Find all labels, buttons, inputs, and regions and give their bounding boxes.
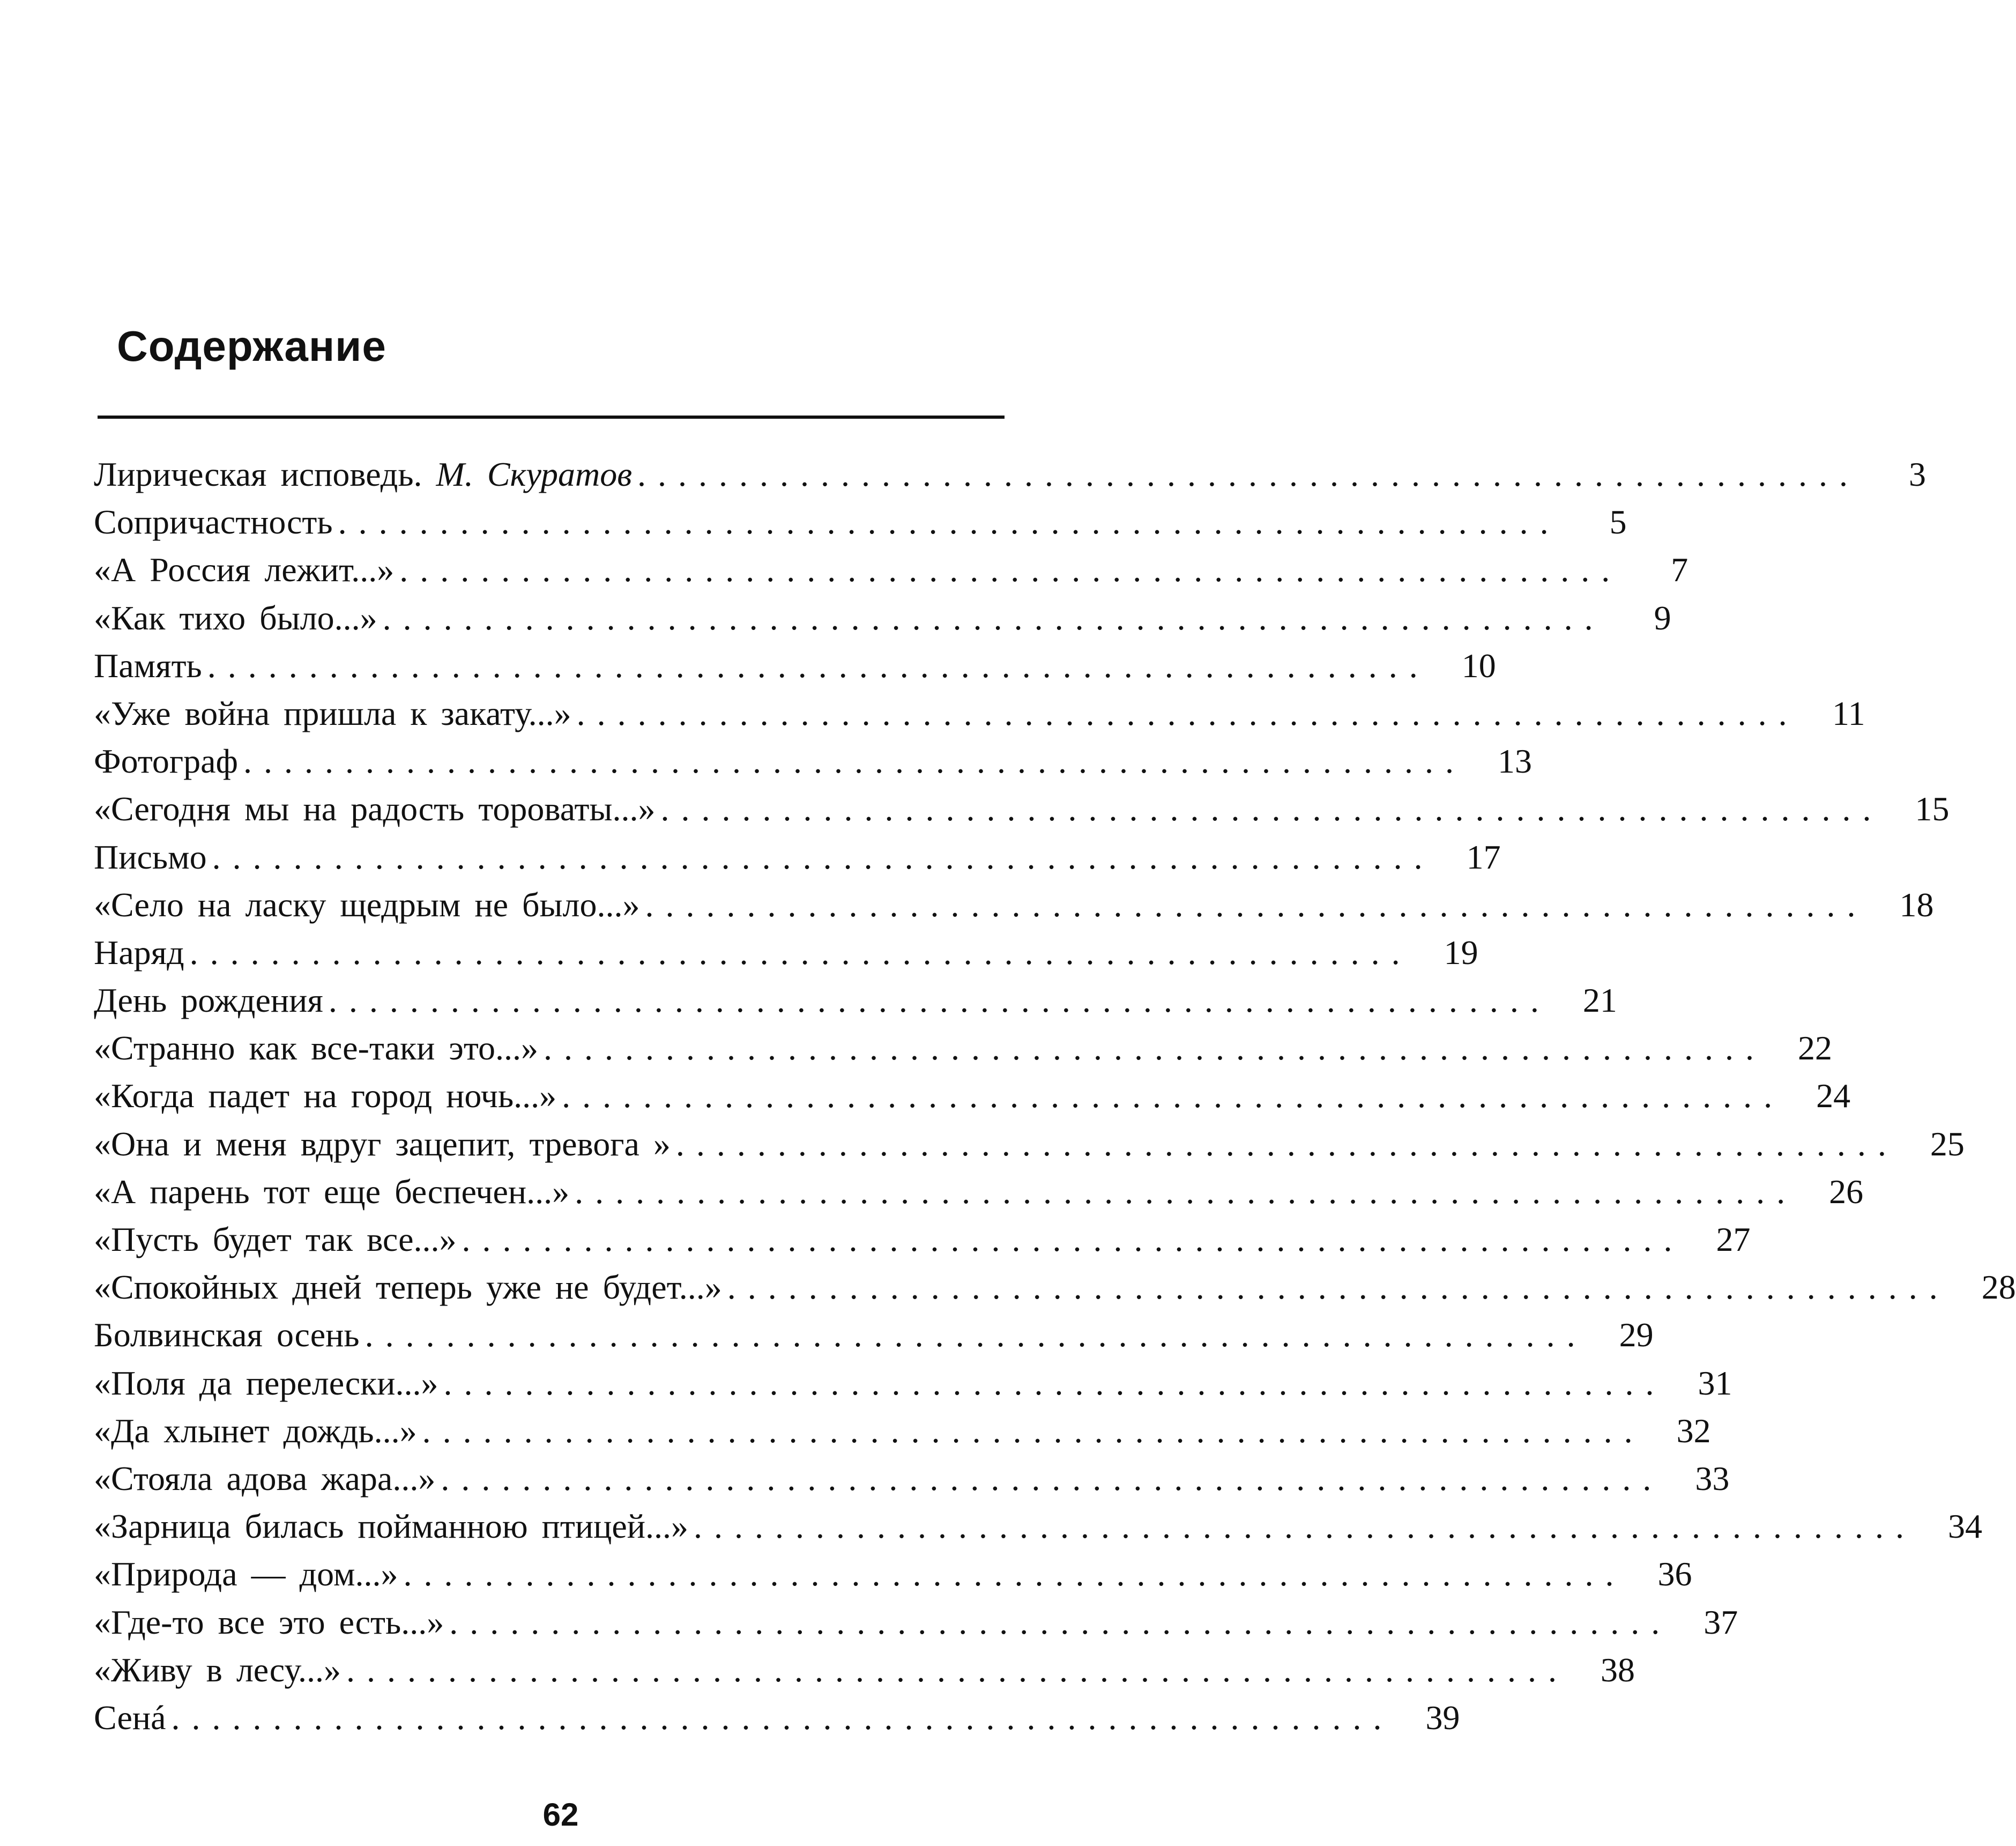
toc-entry-title: «А Россия лежит...» [94, 551, 395, 589]
dot-leader: ............................................................ [346, 1650, 1568, 1689]
dot-leader: ............................................................ [449, 1603, 1672, 1641]
toc-entry-page: 37 [1703, 1603, 1738, 1641]
toc-entry [94, 690, 1865, 737]
dot-leader: ............................................................ [727, 1268, 1950, 1307]
toc-entry [94, 594, 1671, 642]
toc-entry [94, 1502, 1983, 1550]
toc-entry-page: 19 [1444, 933, 1478, 972]
toc-entry [94, 1646, 1635, 1694]
toc-entry-title: «Сегодня мы на радость тороваты...» [94, 790, 656, 828]
toc-entry [94, 1407, 1711, 1455]
toc-entry-title: Письмо [94, 837, 207, 876]
table-of-contents [94, 450, 2016, 1741]
page-number: 62 [542, 1797, 579, 1833]
toc-entry-title: День рождения [94, 981, 323, 1020]
dot-leader: ............................................................ [422, 1411, 1645, 1450]
dot-leader: ............................................................ [675, 1124, 1898, 1163]
toc-entry-title: «А парень тот еще беспечен...» [94, 1172, 570, 1211]
dot-leader: ............................................................ [189, 933, 1412, 972]
toc-entry-page: 28 [1981, 1268, 2016, 1307]
toc-entry-page: 38 [1600, 1650, 1635, 1689]
toc-entry-page: 9 [1654, 598, 1671, 637]
toc-entry-page: 26 [1829, 1172, 1864, 1211]
dot-leader: ............................................................ [207, 646, 1430, 685]
toc-entry-page: 3 [1909, 455, 1926, 493]
toc-entry-page: 32 [1676, 1411, 1711, 1450]
toc-entry [94, 1024, 1832, 1072]
dot-leader: ............................................................ [171, 1698, 1394, 1737]
dot-leader: ............................................................ [637, 455, 1860, 493]
toc-entry-page: 27 [1716, 1220, 1751, 1258]
heading-rule [98, 416, 1005, 419]
toc-entry-title: «Живу в лесу...» [94, 1650, 341, 1689]
dot-leader: ............................................................ [576, 694, 1799, 732]
dot-leader: ............................................................ [443, 1363, 1666, 1402]
toc-entry [94, 881, 1934, 929]
toc-entry-page: 25 [1930, 1124, 1965, 1163]
toc-entry-page: 31 [1698, 1363, 1732, 1402]
toc-entry [94, 1359, 1732, 1407]
toc-entry [94, 785, 1950, 833]
page-title: Содержание [117, 322, 386, 370]
toc-entry [94, 1455, 1730, 1502]
toc-entry-page: 7 [1671, 551, 1688, 589]
toc-entry-page: 17 [1466, 837, 1501, 876]
dot-leader: ............................................................ [645, 885, 1868, 924]
toc-entry [94, 1550, 1692, 1598]
toc-entry [94, 1694, 1460, 1741]
toc-entry-page: 33 [1695, 1459, 1730, 1497]
toc-entry-page: 21 [1582, 981, 1617, 1020]
toc-entry-title: «Она и меня вдруг зацепит, тревога » [94, 1124, 671, 1163]
toc-entry-page: 22 [1797, 1029, 1832, 1067]
toc-entry-title: «Где-то все это есть...» [94, 1603, 444, 1641]
dot-leader: ............................................................ [660, 790, 1883, 828]
dot-leader: ............................................................ [364, 1316, 1587, 1354]
toc-entry-title: Память [94, 646, 202, 685]
toc-entry-title: «Природа — дом...» [94, 1555, 398, 1593]
toc-entry [94, 1263, 2016, 1311]
toc-entry-title: Болвинская осень [94, 1316, 360, 1354]
dot-leader: ............................................................ [338, 503, 1560, 542]
toc-entry-page: 39 [1425, 1698, 1460, 1737]
toc-entry-page: 5 [1609, 503, 1627, 542]
toc-entry-page: 10 [1461, 646, 1496, 685]
toc-entry [94, 976, 1617, 1024]
toc-entry-title: Лирическая исповедь. М. Скуратов [94, 455, 633, 493]
dot-leader: ............................................................ [694, 1507, 1916, 1546]
toc-entry-page: 15 [1915, 790, 1950, 828]
dot-leader: ............................................................ [399, 551, 1622, 589]
toc-entry [94, 1072, 1851, 1120]
toc-entry-page: 24 [1816, 1077, 1851, 1115]
toc-entry [94, 737, 1532, 785]
toc-entry [94, 929, 1478, 976]
toc-entry-title: «Как тихо было...» [94, 598, 377, 637]
toc-entry [94, 1120, 1965, 1168]
dot-leader: ............................................................ [243, 742, 1465, 781]
toc-entry-title: «Уже война пришла к закату...» [94, 694, 571, 732]
dot-leader: ............................................................ [575, 1172, 1797, 1211]
toc-entry-page: 18 [1899, 885, 1934, 924]
toc-entry-title: Фотограф [94, 742, 238, 781]
toc-entry [94, 450, 1926, 498]
toc-entry-title: «Спокойных дней теперь уже не будет...» [94, 1268, 722, 1307]
toc-entry-page: 29 [1619, 1316, 1654, 1354]
toc-entry-title: «Зарница билась пойманною птицей...» [94, 1507, 689, 1546]
dot-leader: ............................................................ [562, 1077, 1784, 1115]
dot-leader: ............................................................ [441, 1459, 1663, 1497]
dot-leader: ............................................................ [403, 1555, 1626, 1593]
toc-entry-page: 11 [1832, 694, 1865, 732]
toc-entry-title: «Село на ласку щедрым не было...» [94, 885, 640, 924]
toc-entry-title: «Когда падет на город ночь...» [94, 1077, 557, 1115]
toc-entry [94, 546, 1688, 594]
toc-entry-page: 13 [1497, 742, 1532, 781]
toc-entry [94, 1215, 1751, 1263]
toc-entry-title: «Поля да перелески...» [94, 1363, 438, 1402]
toc-entry-author: М. Скуратов [436, 455, 633, 493]
toc-entry [94, 1168, 1864, 1215]
toc-entry [94, 642, 1496, 690]
toc-entry-title: «Пусть будет так все...» [94, 1220, 457, 1258]
dot-leader: ............................................................ [212, 837, 1434, 876]
toc-entry [94, 498, 1627, 546]
toc-entry-title: Наряд [94, 933, 184, 972]
toc-entry-page: 34 [1948, 1507, 1983, 1546]
toc-entry [94, 1598, 1738, 1646]
toc-entry-title: «Да хлынет дождь...» [94, 1411, 417, 1450]
dot-leader: ............................................................ [462, 1220, 1684, 1258]
toc-entry-title: «Стояла адова жара...» [94, 1459, 436, 1497]
dot-leader: ............................................................ [543, 1029, 1766, 1067]
toc-entry [94, 833, 1501, 881]
toc-entry-title: Сенá [94, 1698, 166, 1737]
toc-entry-title: Сопричастность [94, 503, 333, 542]
dot-leader: ............................................................ [328, 981, 1551, 1020]
toc-entry-page: 36 [1657, 1555, 1692, 1593]
toc-entry [94, 1311, 1654, 1359]
dot-leader: ............................................................ [382, 598, 1605, 637]
toc-entry-title: «Странно как все-таки это...» [94, 1029, 538, 1067]
